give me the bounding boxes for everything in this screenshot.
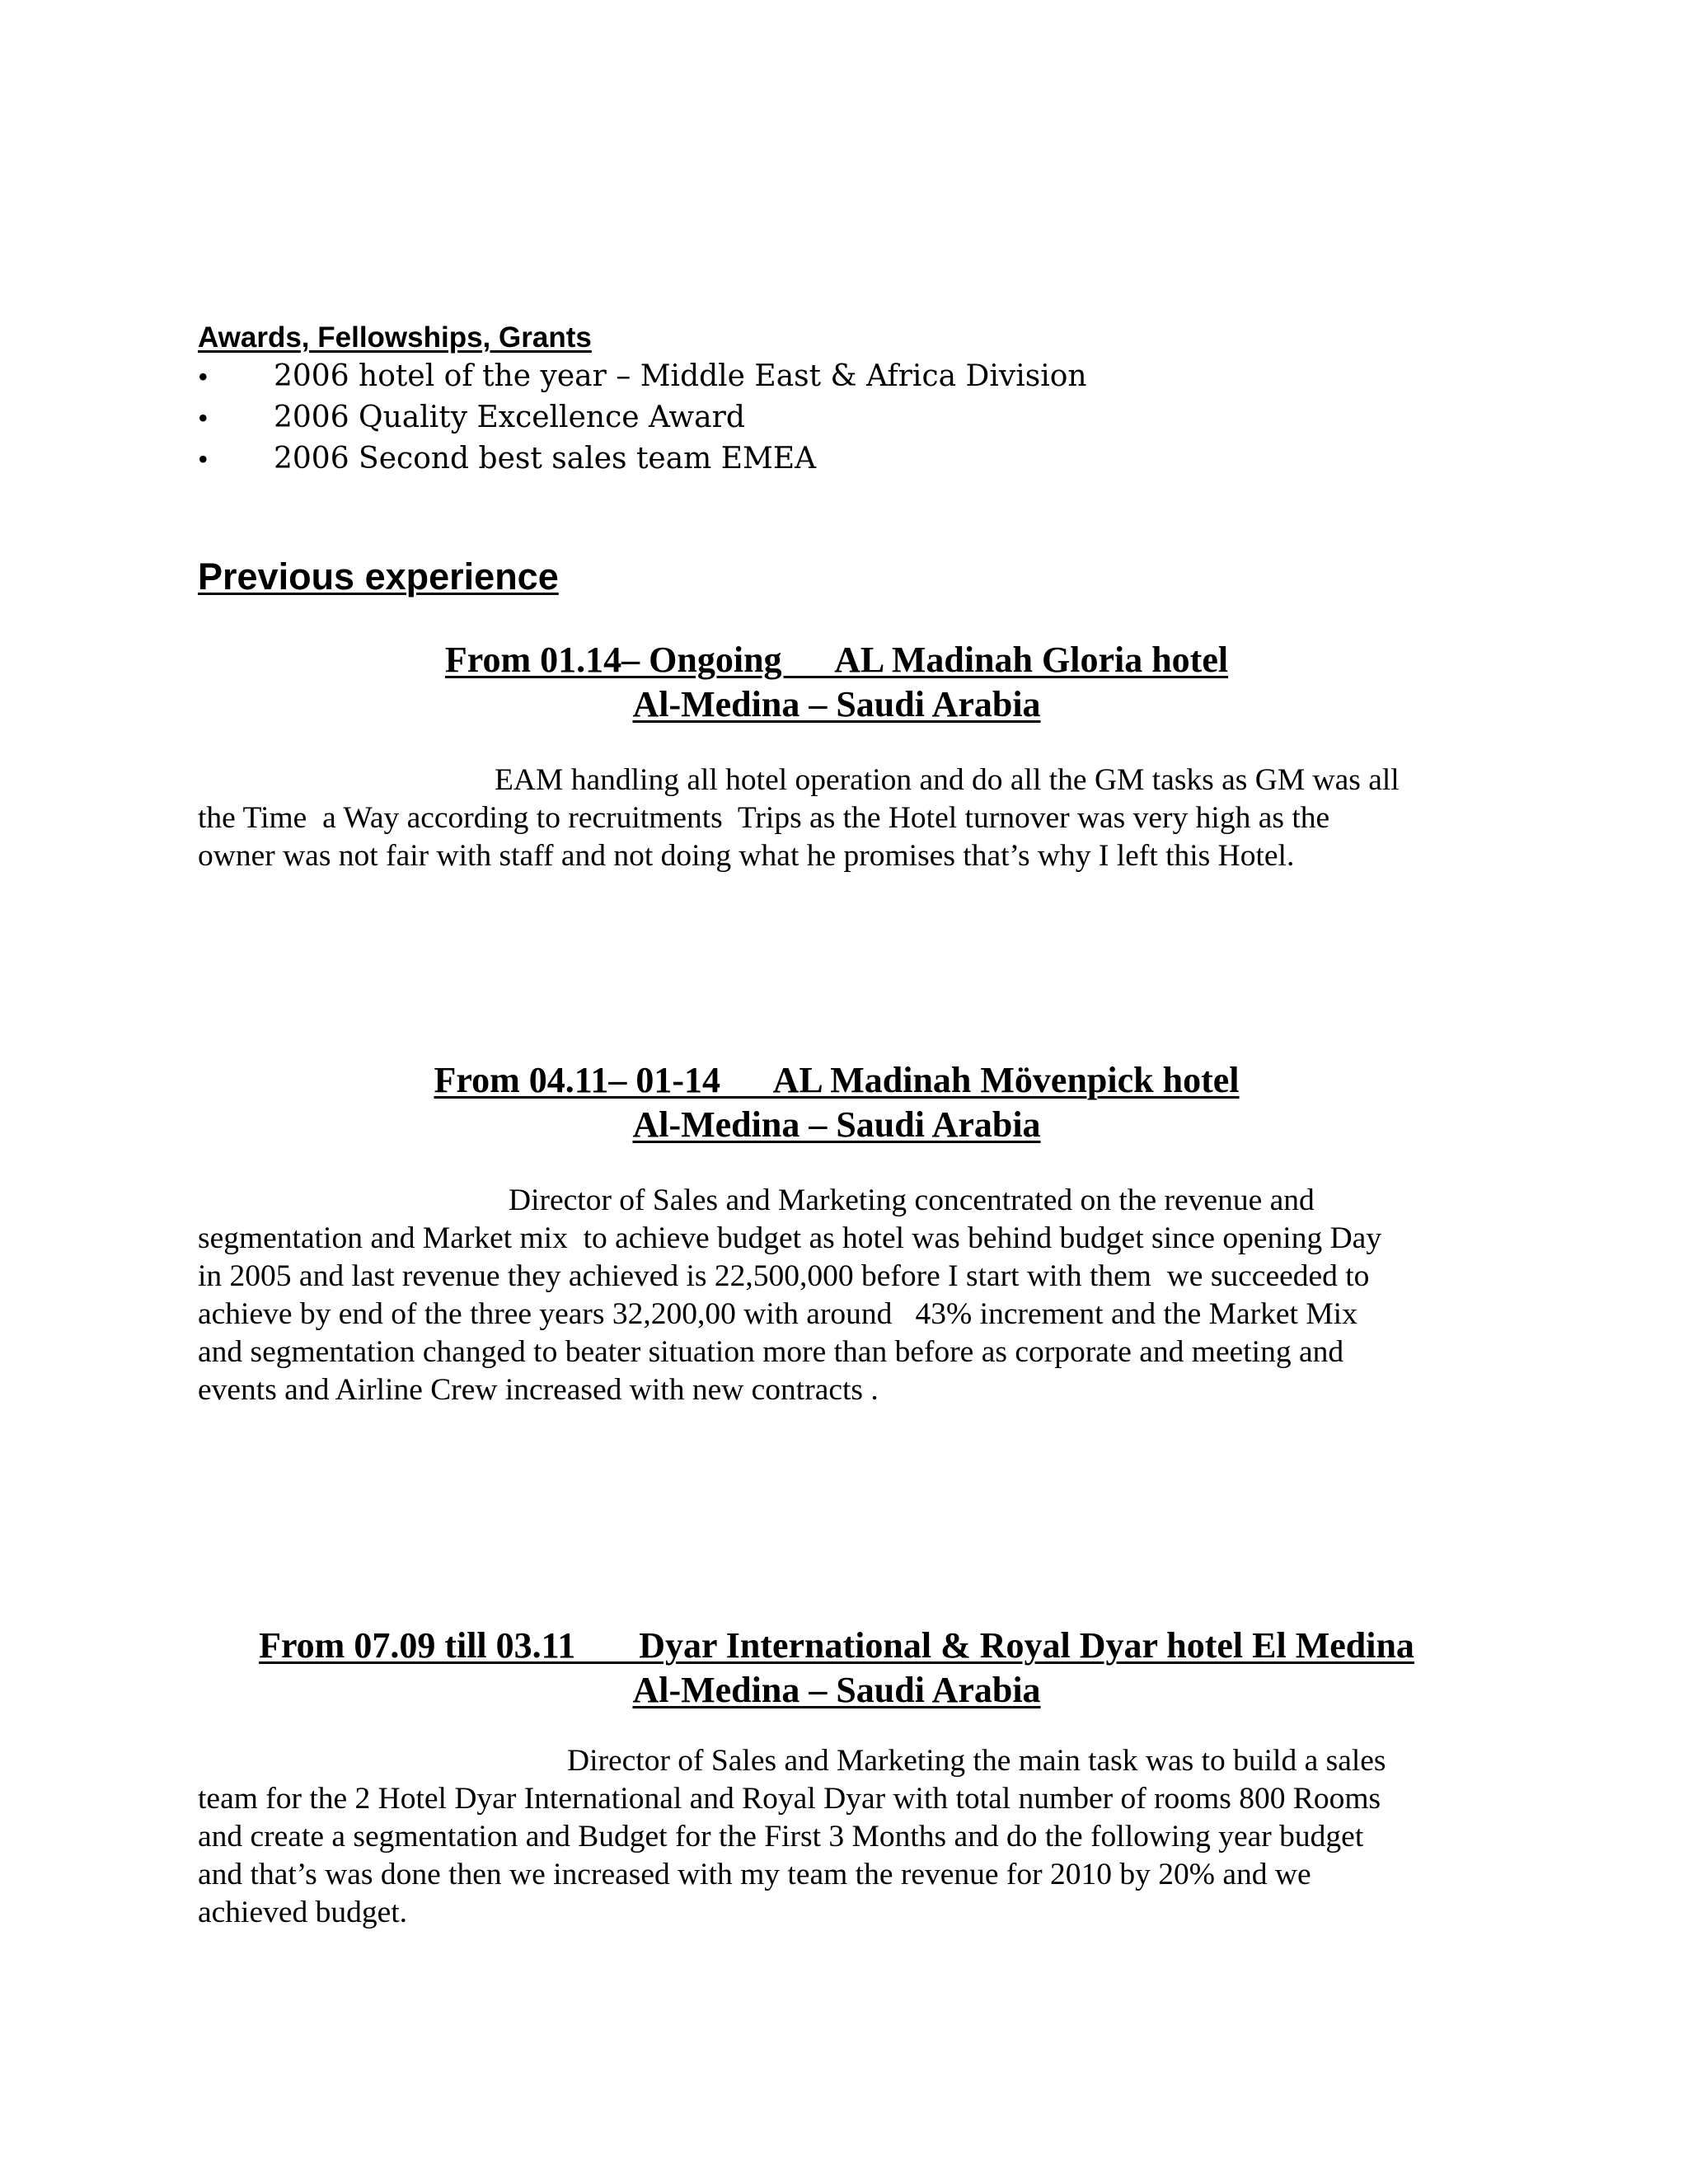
list-item	[198, 397, 1484, 438]
job-heading	[198, 1058, 1475, 1147]
description-line: events and Airline Crew increased with new contracts .	[198, 1373, 879, 1407]
award-text: 2006 Second best sales team EMEA	[274, 442, 817, 476]
job-description	[198, 1182, 1484, 1409]
description-line: and create a segmentation and Budget for the First 3 Months and do the following year budget	[198, 1820, 1364, 1854]
resume-page	[198, 320, 1484, 1932]
job-heading	[198, 638, 1475, 727]
job-title: From 04.11– 01-14 AL Madinah Mövenpick hotel	[434, 1060, 1240, 1100]
description-line: the Time a Way according to recruitments Trips as the Hotel turnover was very high as the	[198, 801, 1330, 835]
job-description	[198, 1742, 1484, 1932]
bullet-icon: •	[198, 443, 209, 476]
description-line: segmentation and Market mix to achieve budget as hotel was behind budget since opening Day	[198, 1221, 1382, 1255]
award-text: 2006 Quality Excellence Award	[274, 401, 745, 434]
description-line: team for the 2 Hotel Dyar International and Royal Dyar with total number of rooms 800 Rooms	[198, 1782, 1381, 1816]
bullet-icon: •	[198, 401, 209, 434]
description-line: Director of Sales and Marketing concentrated on the revenue and	[509, 1183, 1315, 1217]
job-heading	[198, 1624, 1475, 1713]
awards-heading: Awards, Fellowships, Grants	[198, 321, 592, 354]
job-description	[198, 762, 1484, 875]
job-location: Al-Medina – Saudi Arabia	[632, 684, 1041, 724]
previous-experience-heading-block	[198, 554, 1484, 600]
list-item	[198, 438, 1484, 480]
description-line: and that’s was done then we increased with my team the revenue for 2010 by 20% and we	[198, 1858, 1311, 1891]
description-line: achieved budget.	[198, 1896, 408, 1929]
job-location: Al-Medina – Saudi Arabia	[632, 1104, 1041, 1145]
description-line: EAM handling all hotel operation and do all the GM tasks as GM was all	[495, 763, 1400, 797]
previous-experience-heading: Previous experience	[198, 555, 559, 598]
job-location: Al-Medina – Saudi Arabia	[632, 1670, 1041, 1710]
description-line: in 2005 and last revenue they achieved is 22,500,000 before I start with them we succeeded to	[198, 1259, 1370, 1293]
awards-list	[198, 356, 1484, 480]
job-title: From 01.14– Ongoing AL Madinah Gloria hotel	[444, 640, 1229, 680]
description-line: owner was not fair with staff and not doing what he promises that’s why I left this Hotel.	[198, 839, 1295, 873]
description-line: Director of Sales and Marketing the main task was to build a sales	[567, 1744, 1386, 1778]
bullet-icon: •	[198, 360, 209, 393]
description-line: and segmentation changed to beater situation more than before as corporate and meeting and	[198, 1335, 1344, 1369]
award-text: 2006 hotel of the year – Middle East & Africa Division	[274, 359, 1087, 393]
list-item	[198, 356, 1484, 397]
awards-heading-block	[198, 320, 1484, 356]
description-line: achieve by end of the three years 32,200,00 with around 43% increment and the Market Mix	[198, 1297, 1357, 1331]
job-title: From 07.09 till 03.11 Dyar International & Royal Dyar hotel El Medina	[259, 1625, 1414, 1666]
